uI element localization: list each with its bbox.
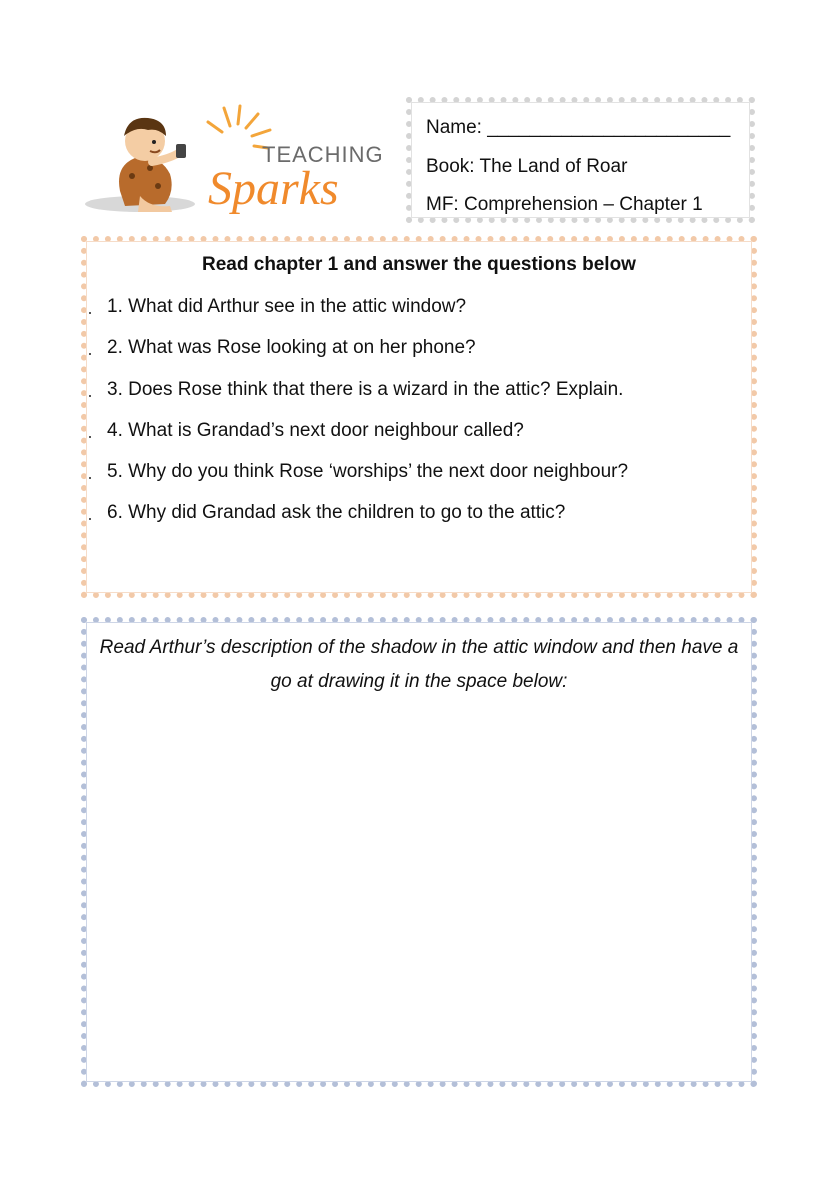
question-text: 1. What did Arthur see in the attic window? bbox=[107, 296, 467, 317]
questions-list bbox=[87, 292, 751, 540]
question-text: 4. What is Grandad’s next door neighbour called? bbox=[107, 419, 524, 441]
drawing-instruction: Read Arthur’s description of the shadow in the attic window and then have a go at drawing it in the space below: bbox=[99, 637, 739, 692]
mf-label: MF: Comprehension – Chapter 1 bbox=[426, 194, 703, 215]
caveman-mascot-icon bbox=[80, 96, 395, 221]
logo-line1: TEACHING bbox=[262, 142, 384, 167]
question-text: 3. Does Rose think that there is a wizard in the attic? Explain. bbox=[107, 378, 624, 400]
bullet-icon bbox=[89, 477, 91, 479]
name-field[interactable]: Name: _______________________ bbox=[426, 117, 731, 138]
question-text: 5. Why do you think Rose ‘worships’ the next door neighbour? bbox=[107, 461, 629, 483]
logo-line2: Sparks bbox=[208, 162, 339, 215]
question-text: 6. Why did Grandad ask the children to go to the attic? bbox=[107, 502, 566, 524]
question-item bbox=[87, 292, 751, 333]
question-text: 2. What was Rose looking at on her phone? bbox=[107, 337, 476, 359]
question-item bbox=[87, 333, 751, 374]
book-title: Book: The Land of Roar bbox=[426, 155, 628, 177]
info-box bbox=[406, 97, 755, 223]
questions-box bbox=[81, 236, 757, 598]
question-item bbox=[87, 498, 751, 539]
question-item bbox=[87, 375, 751, 416]
drawing-box[interactable] bbox=[81, 617, 757, 1087]
bullet-icon bbox=[89, 353, 91, 355]
teaching-sparks-logo bbox=[80, 96, 395, 221]
bullet-icon bbox=[89, 436, 91, 438]
questions-title: Read chapter 1 and answer the questions below bbox=[202, 254, 636, 275]
question-item bbox=[87, 457, 751, 498]
question-item bbox=[87, 416, 751, 457]
bullet-icon bbox=[89, 518, 91, 520]
bullet-icon bbox=[89, 312, 91, 314]
bullet-icon bbox=[89, 395, 91, 397]
